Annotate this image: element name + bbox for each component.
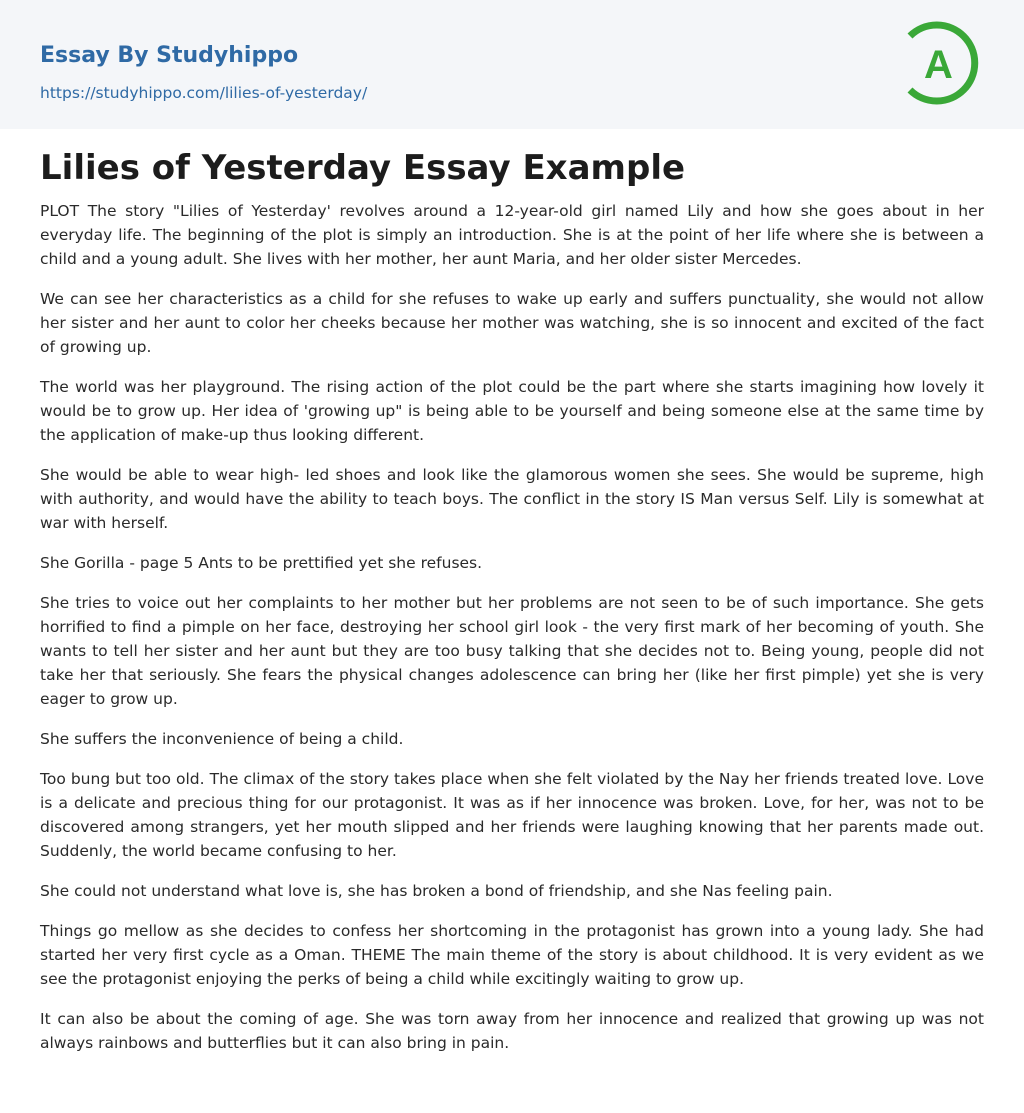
essay-paragraph: We can see her characteristics as a child for she refuses to wake up early and suffers punctuality, she would not allow her sister and her aunt to color her cheeks because her mother was watching, she is so innocent and excited of the fact of growing up. <box>40 290 984 356</box>
essay-paragraph: She could not understand what love is, she has broken a bond of friendship, and she Nas feeling pain. <box>40 882 833 900</box>
essay-paragraph: Too bung but too old. The climax of the story takes place when she felt violated by the Nay her friends treated love. Love is a delicate and precious thing for our protagonist. It was as if her innocence was broken. Love, for her, was not to be discovered among strangers, yet her mouth slipped and her friends were laughing knowing that her parents made out. Suddenly, the world became confusing to her. <box>40 770 984 860</box>
source-url-link[interactable]: https://studyhippo.com/lilies-of-yesterday/ <box>40 84 368 102</box>
page-title: Lilies of Yesterday Essay Example <box>40 148 686 188</box>
site-header <box>0 0 1024 129</box>
studyhippo-logo[interactable] <box>898 20 984 106</box>
essay-paragraph: PLOT The story "Lilies of Yesterday' revolves around a 12-year-old girl named Lily and how she goes about in her everyday life. The beginning of the plot is simply an introduction. She is at the point of her life where she is between a child and a young adult. She lives with her mother, her aunt Maria, and her older sister Mercedes. <box>40 202 984 268</box>
essay-paragraph: Things go mellow as she decides to confess her shortcoming in the protagonist has grown into a young lady. She had started her very first cycle as a Oman. THEME The main theme of the story is about childhood. It is very evident as we see the protagonist enjoying the perks of being a child while excitingly waiting to grow up. <box>40 922 984 988</box>
essay-paragraph: She tries to voice out her complaints to her mother but her problems are not seen to be of such importance. She gets horrified to find a pimple on her face, destroying her school girl look - the very first mark of her becoming of youth. She wants to tell her sister and her aunt but they are too busy talking that she decides not to. Being young, people did not take her that seriously. She fears the physical changes adolescence can bring her (like her first pimple) yet she is very eager to grow up. <box>40 594 984 708</box>
essay-paragraph: She suffers the inconvenience of being a child. <box>40 730 404 748</box>
essay-paragraph: She Gorilla - page 5 Ants to be prettified yet she refuses. <box>40 554 483 572</box>
main-content <box>0 129 1024 1055</box>
brand-title[interactable]: Essay By Studyhippo <box>40 43 299 68</box>
essay-paragraph: It can also be about the coming of age. She was torn away from her innocence and realized that growing up was not always rainbows and butterflies but it can also bring in pain. <box>40 1010 984 1052</box>
essay-paragraph: She would be able to wear high- led shoes and look like the glamorous women she sees. She would be supreme, high with authority, and would have the ability to teach boys. The conflict in the story IS Man versus Self. Lily is somewhat at war with herself. <box>40 466 984 532</box>
essay-paragraph: The world was her playground. The rising action of the plot could be the part where she starts imagining how lovely it would be to grow up. Her idea of 'growing up" is being able to be yourself and being someone else at the same time by the application of make-up thus looking different. <box>40 378 984 444</box>
logo-letter: A <box>924 43 953 87</box>
essay-body <box>40 199 984 1055</box>
